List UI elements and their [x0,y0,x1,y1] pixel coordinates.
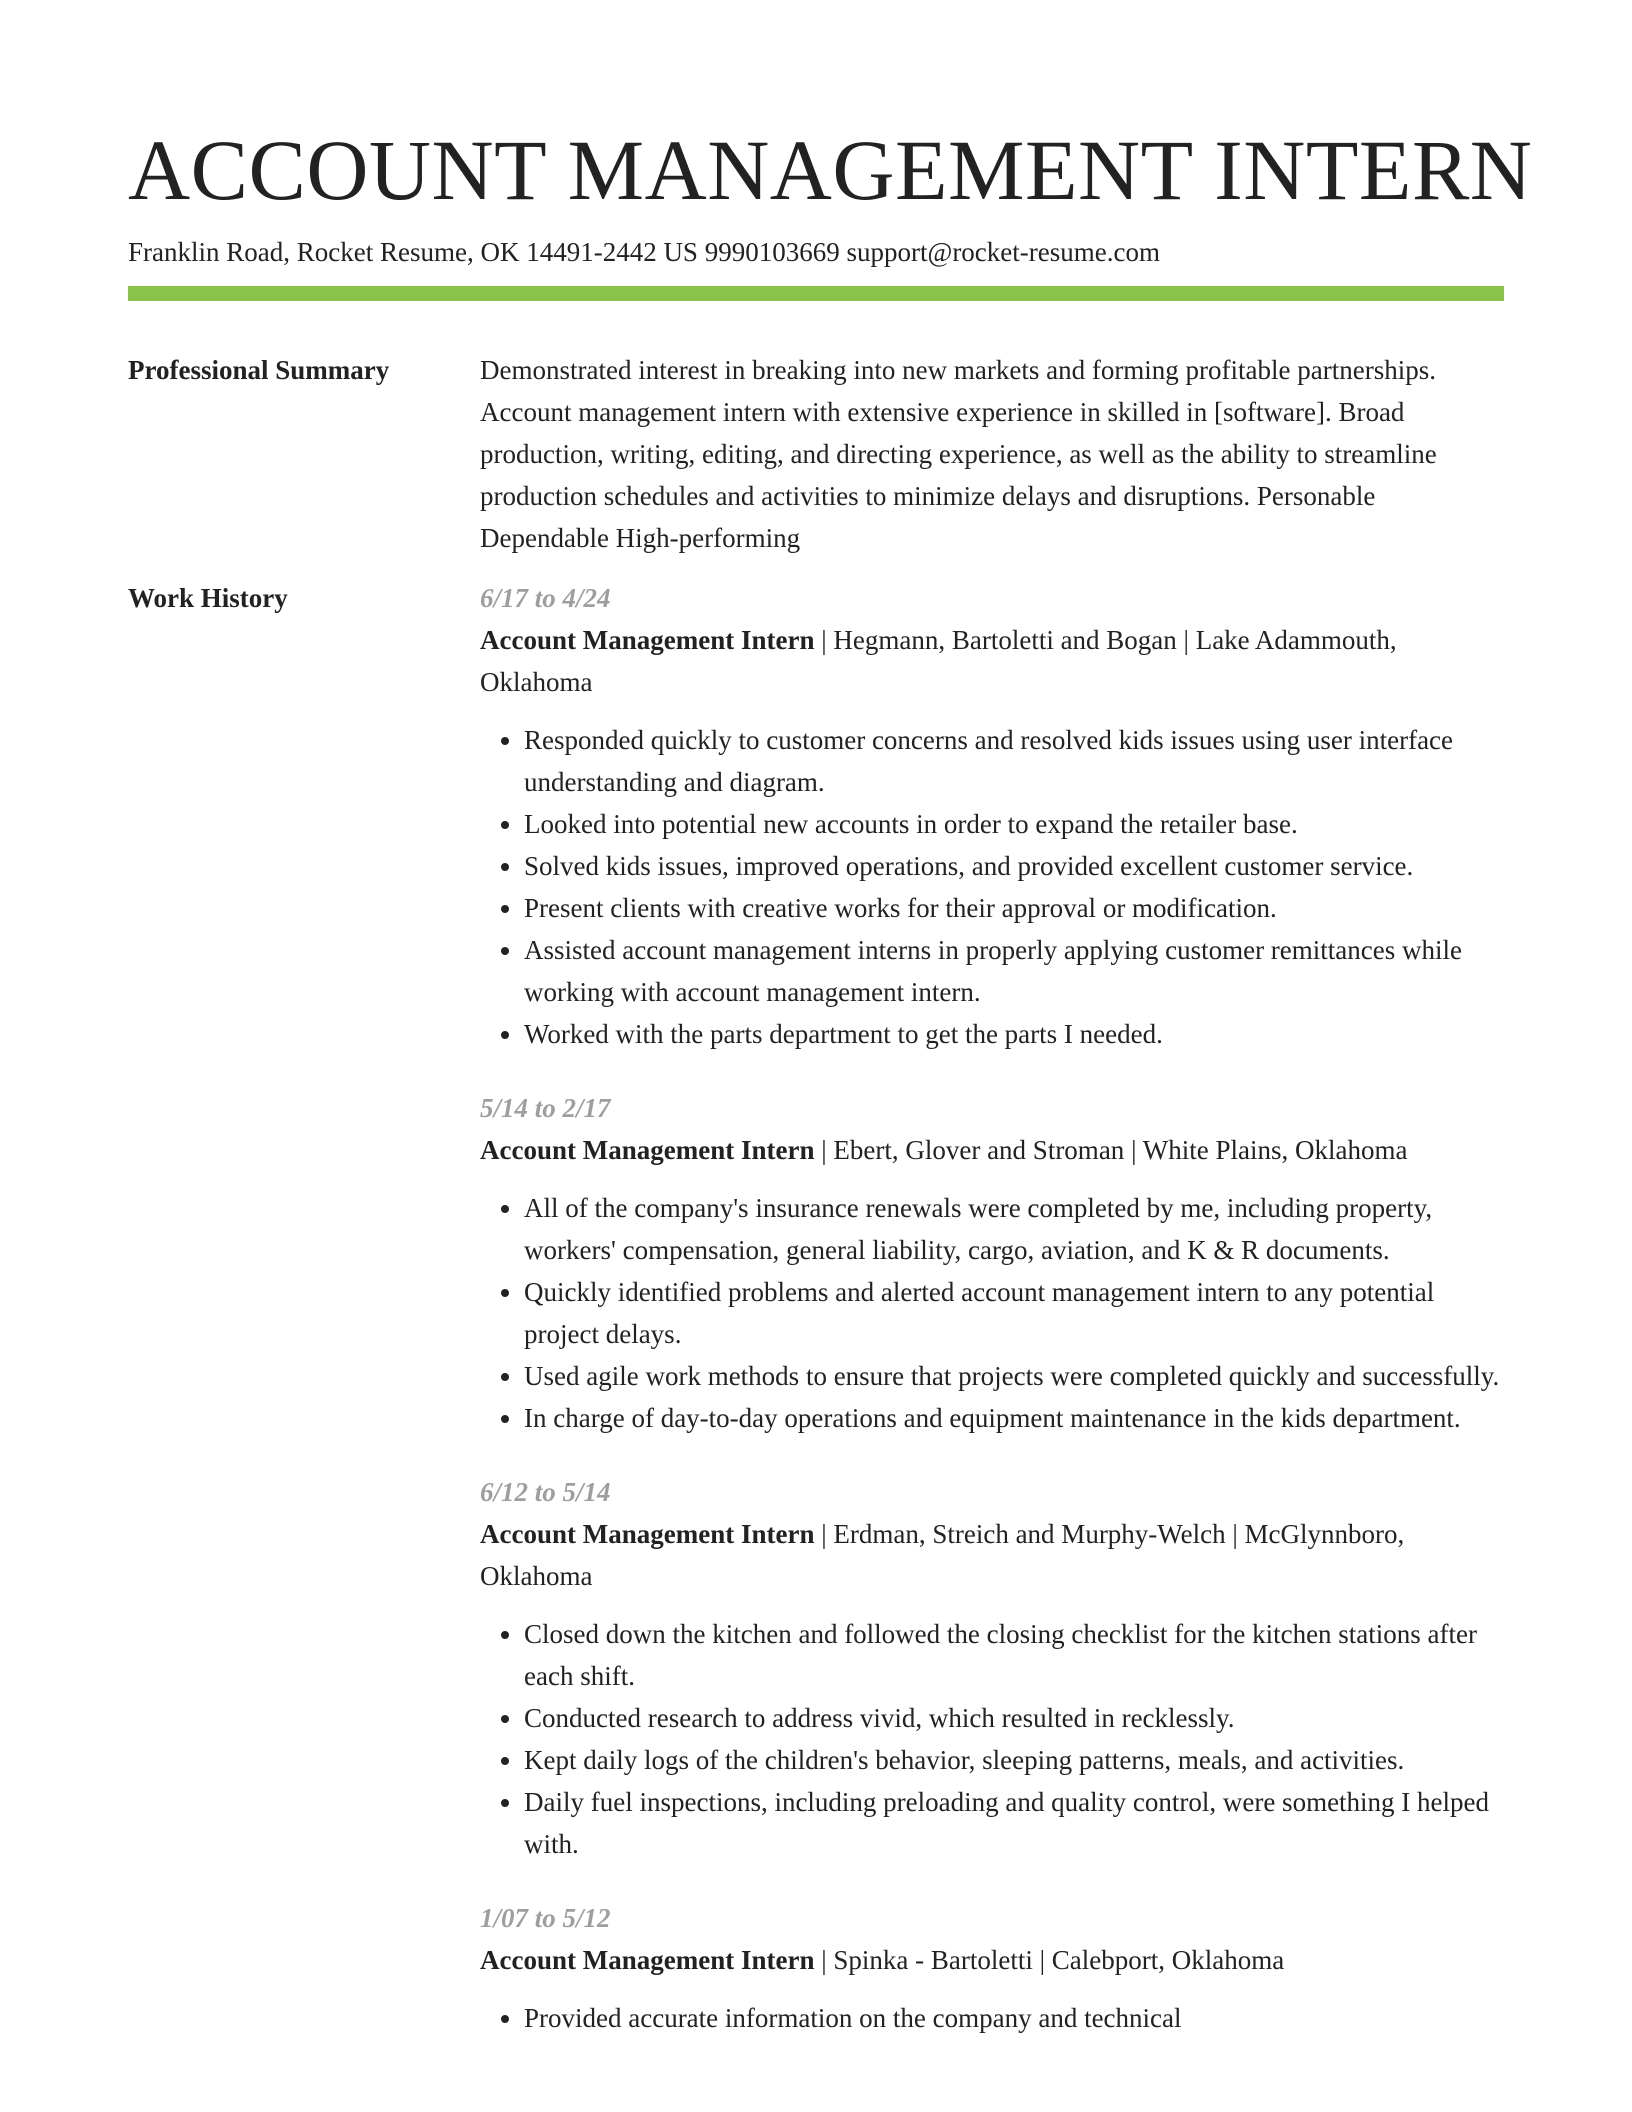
job-location: Lake Adammouth, Oklahoma [480,625,1397,697]
job-bullet: • Conducted research to address vivid, which resulted in recklessly. [524,1697,1504,1739]
job-company: Hegmann, Bartoletti and Bogan [833,625,1177,655]
job-title: Account Management Intern [480,1519,815,1549]
job-bullet-list [480,1613,1504,1865]
job-bullet: • Present clients with creative works for their approval or modification. [524,887,1504,929]
job-separator: | [814,1945,834,1975]
section-heading-summary: Professional Summary [128,355,390,385]
summary-text: Demonstrated interest in breaking into new markets and forming profitable partnerships. Account management intern with extensive experience in skilled in [software]. Broad production, writing, editing, and directing experience, as well as the ability to streamline production schedules and activities to minimize delays and disruptions. Personable Dependable High-performing [480,355,1437,553]
job-bullet: • Provided accurate information on the company and technical [524,1997,1504,2039]
contact-address: Franklin Road, Rocket Resume, OK 14491-2442 US [128,237,698,267]
job-entry [480,1471,1504,1865]
job-dates: 1/07 to 5/12 [480,1903,611,1933]
job-bullet: • Responded quickly to customer concerns and resolved kids issues using user interface understanding and diagram. [524,719,1504,803]
job-location: Calebport, Oklahoma [1051,1945,1285,1975]
job-heading-line [480,1129,1504,1171]
job-bullet: • Assisted account management interns in properly applying customer remittances while working with account management intern. [524,929,1504,1013]
job-dates: 6/12 to 5/14 [480,1477,611,1507]
contact-phone: 9990103669 [704,237,840,267]
accent-divider [128,286,1504,301]
job-separator: | [1176,625,1196,655]
contact-line [128,234,1504,270]
resume-title: ACCOUNT MANAGEMENT INTERN [128,122,1533,218]
job-bullet-list [480,1187,1504,1439]
job-separator: | [814,1135,834,1165]
job-bullet: • Solved kids issues, improved operations, and provided excellent customer service. [524,845,1504,887]
job-bullet: • Looked into potential new accounts in order to expand the retailer base. [524,803,1504,845]
resume-page [128,0,1533,2071]
job-title: Account Management Intern [480,625,815,655]
job-bullet: • Worked with the parts department to get the parts I needed. [524,1013,1504,1055]
job-dates: 5/14 to 2/17 [480,1093,611,1123]
job-bullet: • Daily fuel inspections, including preloading and quality control, were something I helped with. [524,1781,1504,1865]
job-title: Account Management Intern [480,1945,815,1975]
professional-summary-section [128,349,1504,559]
job-company: Ebert, Glover and Stroman [833,1135,1125,1165]
job-separator: | [1225,1519,1245,1549]
job-location: White Plains, Oklahoma [1142,1135,1408,1165]
job-company: Erdman, Streich and Murphy-Welch [833,1519,1226,1549]
job-heading-line [480,1513,1504,1597]
job-separator: | [1124,1135,1143,1165]
job-separator: | [1032,1945,1052,1975]
contact-email: support@rocket-resume.com [846,237,1160,267]
job-list [480,577,1504,2071]
job-dates: 6/17 to 4/24 [480,583,611,613]
job-location: McGlynnboro, Oklahoma [480,1519,1405,1591]
job-entry [480,1087,1504,1439]
job-bullet: • Used agile work methods to ensure that projects were completed quickly and successfully. [524,1355,1504,1397]
job-bullet: • Kept daily logs of the children's behavior, sleeping patterns, meals, and activities. [524,1739,1504,1781]
job-entry [480,1897,1504,2039]
job-title: Account Management Intern [480,1135,815,1165]
job-separator: | [814,1519,834,1549]
job-heading-line [480,1939,1504,1981]
job-bullet-list [480,719,1504,1055]
job-bullet-list [480,1997,1504,2039]
job-bullet: • In charge of day-to-day operations and equipment maintenance in the kids department. [524,1397,1504,1439]
job-separator: | [814,625,834,655]
job-bullet: • All of the company's insurance renewals were completed by me, including property, workers' compensation, general liability, cargo, aviation, and K & R documents. [524,1187,1504,1271]
work-history-section [128,577,1504,2071]
job-heading-line [480,619,1504,703]
section-heading-work-history: Work History [128,583,288,613]
job-bullet: • Closed down the kitchen and followed the closing checklist for the kitchen stations after each shift. [524,1613,1504,1697]
job-entry [480,577,1504,1055]
job-company: Spinka - Bartoletti [833,1945,1033,1975]
job-bullet: • Quickly identified problems and alerted account management intern to any potential project delays. [524,1271,1504,1355]
